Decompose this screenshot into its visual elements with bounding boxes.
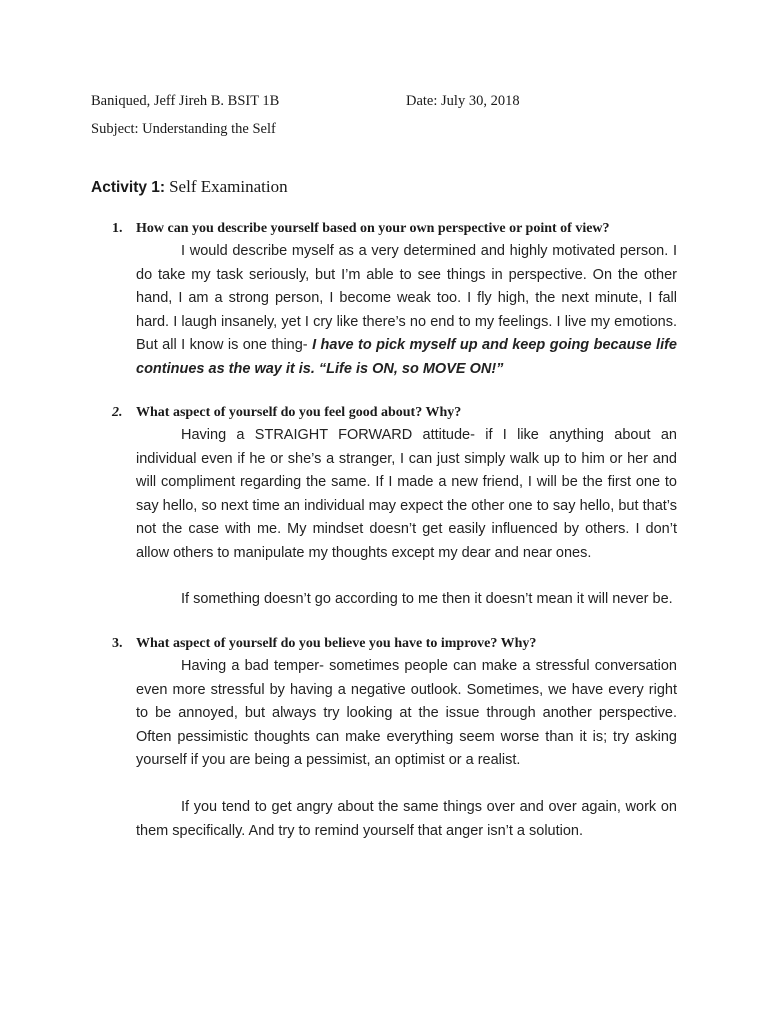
activity-label: Activity 1: xyxy=(91,179,166,196)
question-number: 1. xyxy=(112,221,123,236)
activity-title: Self Examination xyxy=(169,177,288,196)
activity-heading xyxy=(91,177,288,197)
question-number: 2. xyxy=(112,405,123,420)
answer-emphasis: I have to pick myself up and keep going because life continues as the way it is. “Life is ON, so MOVE ON!” xyxy=(136,337,677,377)
question-3 xyxy=(112,636,536,652)
student-name-line: Baniqued, Jeff Jireh B. BSIT 1B xyxy=(91,93,280,109)
question-number: 3. xyxy=(112,636,123,651)
answer-2-paragraph-2: If something doesn’t go according to me then it doesn’t mean it will never be. xyxy=(181,591,673,607)
answer-2-paragraph-1: Having a STRAIGHT FORWARD attitude- if I like anything about an individual even if he or she’s a stranger, I can just simply walk up to him or her and will compliment regarding the same. If I made a new friend, I will be the first one to say hello, so next time an individual may expect the other one to say hello, but that’s not the case with me. My mindset doesn’t get easily influenced by others. I don’t allow others to manipulate my thoughts except my dear and near ones. xyxy=(136,427,677,561)
question-text: What aspect of yourself do you feel good about? Why? xyxy=(136,405,462,420)
answer-text: I would describe myself as a very determined and highly motivated person. I do take my task seriously, but I’m able to see things in perspective. On the other hand, I am a strong person, I become weak too. I fly high, the next minute, I fall hard. I laugh insanely, yet I cry like there’s no end to my feelings. I live my emotions. But all I know is one thing- xyxy=(136,243,677,353)
date-line: Date: July 30, 2018 xyxy=(406,93,520,109)
question-1 xyxy=(112,221,610,237)
answer-3-paragraph-1: Having a bad temper- sometimes people can make a stressful conversation even more stressful by having a negative outlook. Sometimes, we have every right to be annoyed, but always try looking at the issue through another perspective. Often pessimistic thoughts can make everything seem worse than it is; try asking yourself if you are being a pessimist, an optimist or a realist. xyxy=(136,658,677,768)
answer-1-paragraph xyxy=(136,240,677,381)
question-text: How can you describe yourself based on your own perspective or point of view? xyxy=(136,221,610,236)
question-text: What aspect of yourself do you believe you have to improve? Why? xyxy=(136,636,537,651)
question-2 xyxy=(112,405,461,421)
subject-line: Subject: Understanding the Self xyxy=(91,121,276,137)
answer-3-paragraph-2: If you tend to get angry about the same things over and over again, work on them specifically. And try to remind yourself that anger isn’t a solution. xyxy=(136,799,677,839)
